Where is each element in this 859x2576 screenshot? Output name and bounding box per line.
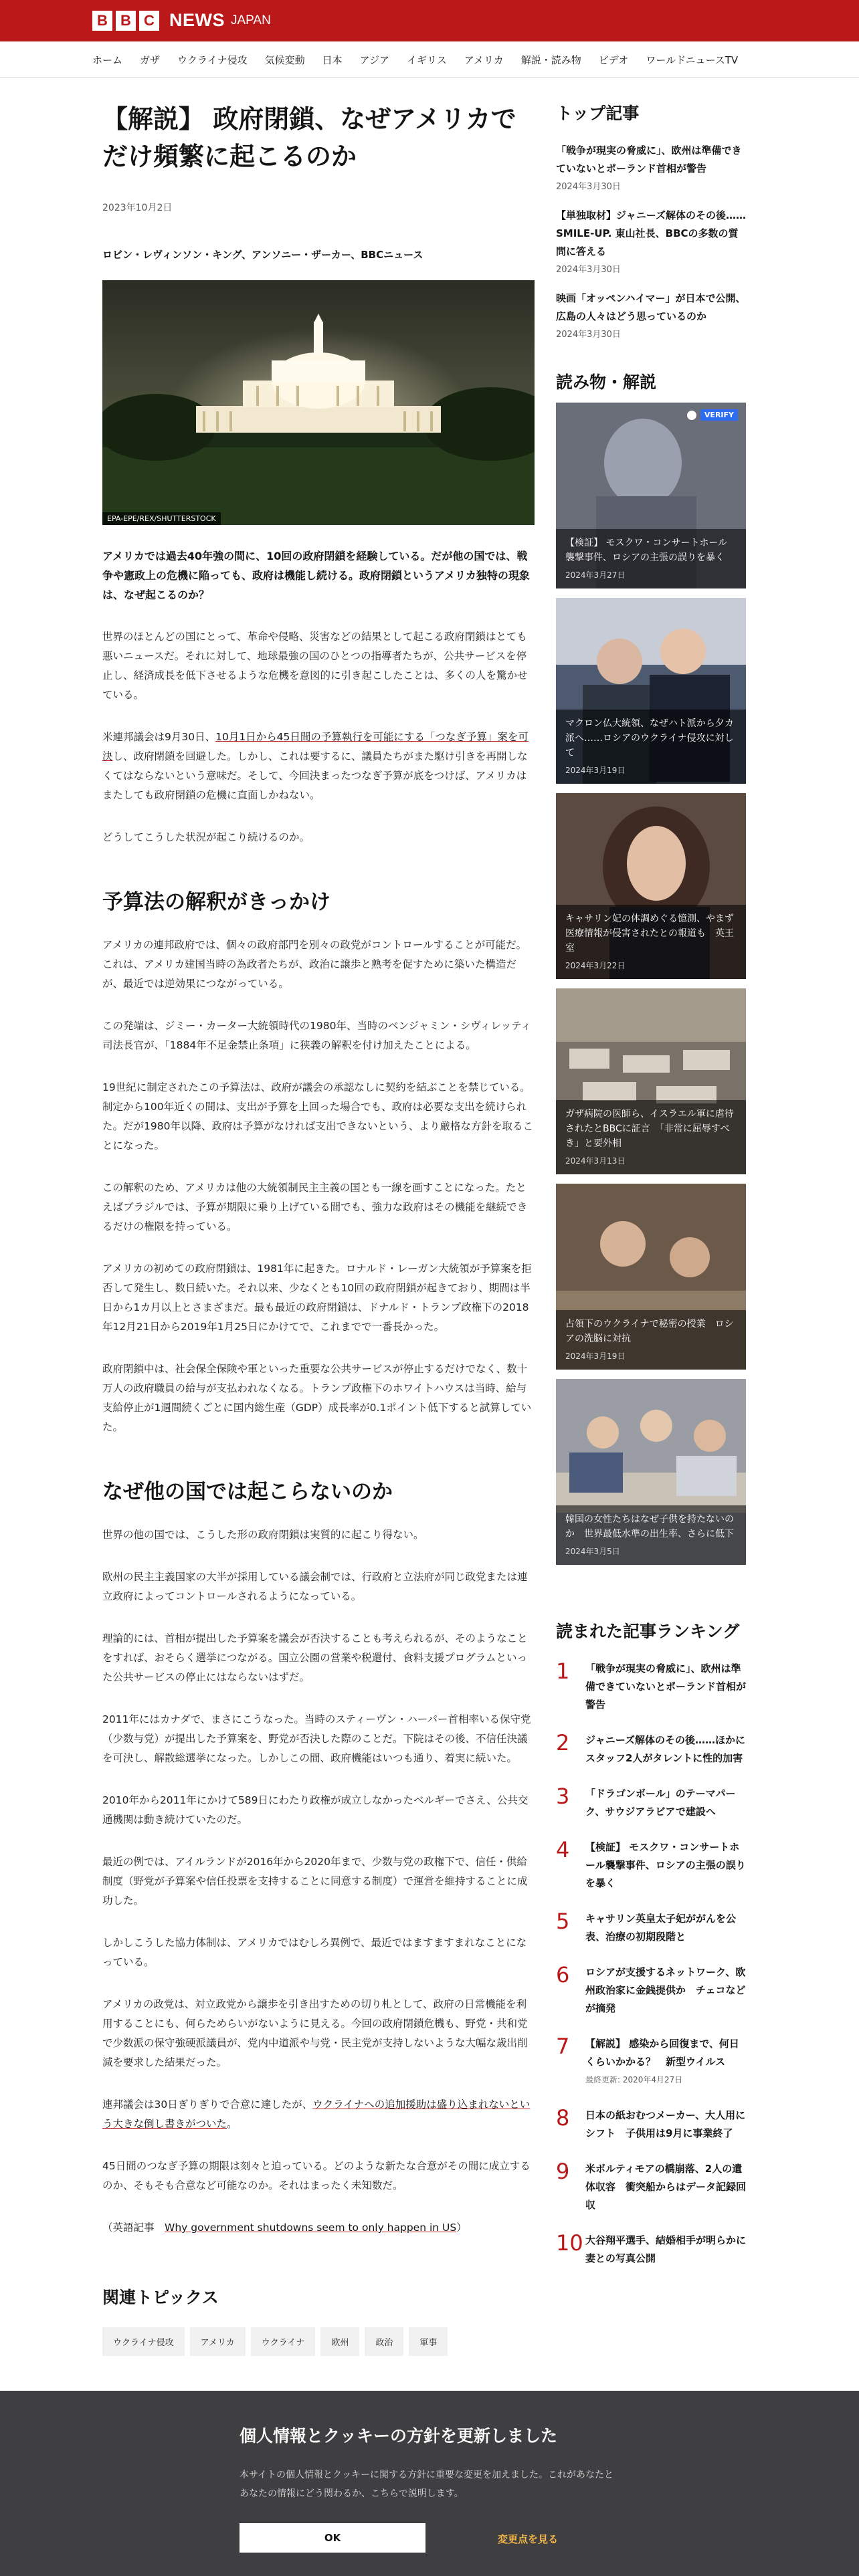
paragraph: 世界のほとんどの国にとって、革命や侵略、災害などの結果として起こる政府閉鎖はとても悪いニュースだ。それに対して、地球最強の国のひとつの指導者たちが、公共サービスを停止し、経済成長を低下させるような危機を意図的に引き起こしたことは、多くの人を驚かせている。 [102,631,528,701]
paragraph-text: し、政府閉鎖を回避した。しかし、これは要するに、議員たちがまた駆け引きを再開しなくてはならないという意味だ。そして、今回決まったつなぎ予算が底をつけば、アメリカはまたしても政府閉鎖の危機に直面しかねない。 [102,750,528,801]
nav-item[interactable]: ガザ [140,53,161,66]
feature-caption [556,905,746,979]
feature-title: 占領下のウクライナで秘密の授業 ロシアの洗脳に対抗 [565,1319,734,1344]
ranking-item[interactable] [556,2035,746,2089]
ranking-title: ジャニーズ解体のその後……ほかにスタッフ2人がタレントに性的加害 [585,1734,745,1764]
feature-card[interactable] [556,988,746,1174]
capitol-illustration [102,280,535,525]
topic-tag[interactable]: ウクライナ侵攻 [102,2327,185,2356]
paragraph: しかしこうした協力体制は、アメリカではむしろ異例で、最近ではますますまれなことになっている。 [102,1937,527,1968]
ranking-title: 大谷翔平選手、結婚相手が明らかに 妻との写真公開 [585,2234,757,2264]
feature-title: キャサリン妃の体調めぐる憶測、やまず 医療情報が侵害されたとの報道も 英王室 [565,914,743,954]
inline-link[interactable]: 10月1日から45日間の予算執行を可能にする「つなぎ予算」案を可決 [102,731,529,762]
feature-card[interactable] [556,598,746,784]
paragraph [102,728,535,805]
nav-item[interactable]: ビデオ [598,53,629,66]
ranking-updated: 最終更新: 2020年4月27日 [585,2075,683,2084]
ranking-item[interactable] [556,1785,746,1821]
cookie-ok-button[interactable]: OK [240,2523,425,2553]
ranking-item[interactable] [556,2160,746,2214]
top-story-date: 2024年3月30日 [556,330,621,340]
paragraph: 2010年から2011年にかけて589日にわたり政権が成立しなかったベルギーでさえ、公共交通機関は動き続けていたのだ。 [102,1794,529,1826]
feature-title: 韓国の女性たちはなぜ子供を持たないのか 世界最低水準の出生率、さらに低下 [565,1514,734,1539]
feature-caption [556,710,746,784]
feature-title: マクロン仏大統領、なぜハト派から夕カ派へ……ロシアのウクライナ侵攻に対して [565,718,734,758]
top-story-date: 2024年3月30日 [556,182,621,192]
ranking-number: 3 [556,1784,570,1809]
feature-caption [556,1505,746,1565]
feature-card[interactable] [556,1184,746,1370]
ranking-item[interactable] [556,1910,746,1946]
ranking-title: キャサリン英皇太子妃ががんを公表、治療の初期段階と [585,1913,737,1943]
image-credit: EPA-EPE/REX/SHUTTERSTOCK [102,512,221,525]
ranking-number: 1 [556,1658,570,1684]
article-byline: ロビン・レヴィンソン・キング、アンソニー・ザーカー、BBCニュース [102,249,423,261]
most-read-list [556,1658,757,2268]
ranking-title: ロシアが支援するネットワーク、欧州政治家に金銭提供か チェコなどが摘発 [585,1966,746,2014]
ranking-number: 7 [556,2034,570,2059]
related-topics-heading: 関連トピックス [102,2288,219,2307]
feature-card[interactable] [556,403,746,588]
topic-tag[interactable]: ウクライナ [251,2327,316,2356]
nav-item[interactable]: ワールドニュースTV [646,53,739,66]
paragraph: この発端は、ジミー・カーター大統領時代の1980年、当時のベンジャミン・シヴィレッティ司法長官が、「1884年不足金禁止条項」に狭義の解釈を付け加えたことによる。 [102,1020,531,1051]
ranking-item[interactable] [556,1838,746,1893]
feature-date: 2024年3月19日 [565,1352,626,1361]
feature-caption [556,1310,746,1370]
bbc-news-japan-logo[interactable] [92,10,271,31]
logo-letter: B [92,11,112,31]
feature-caption [556,1100,746,1174]
source-suffix: ） [456,2222,467,2234]
top-stories-list [556,142,746,340]
section-heading: 予算法の解釈がきっかけ [102,890,330,914]
ranking-title: 日本の紙おむつメーカー、大人用にシフト 子供用は9月に事業終了 [585,2109,746,2139]
sidebar [556,100,757,2268]
topic-tag[interactable]: 欧州 [320,2327,359,2356]
paragraph: この解釈のため、アメリカは他の大統領制民主主義の国とも一線を画すことになった。たとえばブラジルでは、予算が期限に乗り上げている間でも、強力な政府はその機能を継続できるだけの権限を持っている。 [102,1182,528,1232]
feature-date: 2024年3月5日 [565,1547,620,1556]
ranking-title: 【検証】 モスクワ・コンサートホール襲撃事件、ロシアの主張の誤りを暴く [585,1841,746,1889]
paragraph: 19世紀に制定されたこの予算法は、政府が議会の承認なしに契約を結ぶことを禁じている。制定から100年近くの間は、支出が予算を上回った場合でも、政府は必要な支出を続けられた。だが1980年以降、政府は予算がなければ支出できないという、より厳格な方針を取ることになった。 [102,1081,533,1152]
paragraph: 世界の他の国では、こうした形の政府閉鎖は実質的に起こり得ない。 [102,1529,424,1541]
nav-item[interactable]: ホーム [92,53,123,66]
inline-link[interactable]: ウクライナへの追加援助は盛り込まれないという大きな倒し書きがついた [102,2099,531,2130]
ranking-item[interactable] [556,2230,757,2268]
ranking-item[interactable] [556,1731,746,1767]
feature-card[interactable] [556,1379,746,1565]
cookie-see-changes-link[interactable]: 変更点を見る [498,2533,559,2545]
logo-letter: B [116,11,136,31]
top-story[interactable] [556,207,746,275]
cookie-banner [0,2391,859,2576]
top-story-title: 「戦争が現実の脅威に」、欧州は準備できていないとポーランド首相が警告 [556,144,742,175]
capitol-night-image [102,280,535,525]
logo-news-text: NEWS [169,10,225,30]
topic-tag[interactable]: 軍事 [409,2327,448,2356]
paragraph: アメリカの連邦政府では、個々の政府部門を別々の政党がコントロールすることが可能だ。これは、アメリカ建国当時の為政者たちが、政治に譲歩と熟考を促すために築いた構造だが、最近では逆効果につながっている。 [102,939,527,990]
feature-date: 2024年3月27日 [565,570,626,580]
cookie-body: 本サイトの個人情報とクッキーに関する方針に重要な変更を加えました。これがあなたとあなたの情報にどう関わるか、こちらで説明します。 [240,2470,614,2499]
masthead [0,0,859,41]
ranking-number: 5 [556,1909,570,1934]
features-list [556,403,746,1565]
paragraph-text: 連邦議会は30日ぎりぎりで合意に達したが、 [102,2099,313,2111]
nav-item[interactable]: 気候変動 [264,53,305,66]
paragraph: アメリカの政党は、対立政党から譲歩を引き出すための切り札として、政府の日常機能を利用することにも、何らためらいがないように見える。今回の政府閉鎖危機も、野党・共和党で少数派の保守強硬派議員が、党内中道派や与党・民主党が支持しないような大幅な歳出削減を要求した結果だった。 [102,1998,528,2068]
verify-icon [687,411,696,420]
most-read-heading: 読まれた記事ランキング [556,1622,740,1641]
nav-item[interactable]: 解説・読み物 [520,53,581,66]
paragraph: 欧州の民主主義国家の大半が採用している議会制では、行政府と立法府が同じ政党または連立政府によってコントロールされるようになっている。 [102,1571,528,1602]
section-heading: なぜ他の国では起こらないのか [102,1480,393,1504]
article-date: 2023年10月2日 [102,203,173,213]
paragraph: 最近の例では、アイルランドが2016年から2020年まで、少数与党の政権下で、信任・供給制度（野党が予算案や信任投票を支持することに同意する制度）で運営を維持することに成功した。 [102,1856,528,1907]
nav-item[interactable]: ウクライナ侵攻 [177,53,248,66]
ranking-number: 8 [556,2105,570,2131]
english-article-link[interactable]: Why government shutdowns seem to only happen in US [165,2222,457,2234]
article-lede: アメリカでは過去40年強の間に、10回の政府閉鎖を経験している。だが他の国では、戦争や憲政上の危機に陥っても、政府は機能し続ける。政府閉鎖というアメリカ独特の現象は、なぜ起こるのか？ [102,550,530,601]
logo-edition-text: JAPAN [231,13,271,27]
top-stories-heading: トップ記事 [556,104,640,123]
ranking-item[interactable] [556,2107,746,2143]
feature-card[interactable] [556,793,746,979]
feature-caption [556,529,746,588]
ranking-number: 6 [556,1962,570,1988]
nav-item[interactable]: 日本 [322,53,343,66]
feature-title: ガザ病院の医師ら、イスラエル軍に虐待されたとBBCに証言 「非常に屈辱すべき」と要外相 [565,1109,734,1149]
features-heading: 読み物・解説 [556,372,657,392]
cookie-title: 個人情報とクッキーの方針を更新しました [240,2426,558,2446]
paragraph: どうしてこうした状況が起こり続けるのか。 [102,831,310,843]
main-navigation [0,41,859,78]
ranking-title: 米ボルティモアの橋崩落、2人の遺体収容 衝突船からはデータ記録回収 [585,2163,747,2211]
topic-tag[interactable]: アメリカ [190,2327,246,2356]
paragraph-text: 米連邦議会は9月30日、 [102,731,216,743]
source-prefix: （英語記事 [102,2222,165,2234]
ranking-item[interactable] [556,1963,746,2018]
verify-label: VERIFY [700,409,738,421]
feature-title: 【検証】 モスクワ・コンサートホール襲撃事件、ロシアの主張の誤りを暴く [565,538,728,563]
ranking-number: 2 [556,1730,570,1755]
ranking-item[interactable] [556,1660,746,1714]
nav-item[interactable]: アメリカ [464,53,504,66]
top-story[interactable] [556,290,746,340]
top-story-title: 【単独取材】ジャニーズ解体のその後……SMILE-UP. 東山社長、BBCの多数の質問に答える [556,209,746,257]
ranking-number: 4 [556,1837,570,1862]
top-story-title: 映画「オッペンハイマー」が日本で公開、広島の人々はどう思っているのか [556,292,746,322]
nav-item[interactable]: イギリス [407,53,447,66]
bbc-verify-badge [687,409,738,421]
ranking-number: 9 [556,2159,570,2184]
feature-date: 2024年3月22日 [565,961,626,970]
paragraph: 45日間のつなぎ予算の期限は刻々と迫っている。どのような新たな合意がその間に成立するのか、そもそも合意など可能なのか。それはまったく未知数だ。 [102,2160,531,2191]
topic-tag[interactable]: 政治 [365,2327,403,2356]
paragraph-text: 。 [227,2118,237,2130]
feature-date: 2024年3月19日 [565,766,626,775]
paragraph: アメリカの初めての政府閉鎖は、1981年に起きた。ロナルド・レーガン大統領が予算案を拒否して発生し、数日続いた。それ以来、少なくとも10回の政府閉鎖が起きており、期間は半日から1カ月以上とさまざまだ。最も最近の政府閉鎖は、ドナルド・トランプ政権下の2018年12月21日から2019年1月25日にかけてで、これまでで一番長かった。 [102,1263,532,1333]
source-note [102,2218,535,2238]
topic-tags [102,2327,535,2356]
logo-letter: C [139,11,159,31]
nav-item[interactable]: アジア [359,53,390,66]
ranking-number: 10 [556,2230,583,2256]
ranking-title: 【解説】 感染から回復まで、何日くらいかかる？ 新型ウイルス [585,2038,739,2068]
article-headline: 【解説】 政府閉鎖、なぜアメリカでだけ頻繁に起こるのか [102,104,516,171]
paragraph: 2011年にはカナダで、まさにこうなった。当時のスティーヴン・ハーパー首相率いる保守党（少数与党）が提出した予算案を、野党が否決した際のことだ。下院はその後、不信任決議を可決し、解散総選挙になった。しかしこの間、政府機能はいつも通り、着実に続いた。 [102,1713,531,1764]
feature-date: 2024年3月13日 [565,1156,626,1166]
paragraph [102,2095,535,2134]
ranking-title: 「ドラゴンボール」のテーマパーク、サウジアラビアで建設へ [585,1788,736,1818]
top-story-date: 2024年3月30日 [556,265,621,275]
top-story[interactable] [556,142,746,192]
ranking-title: 「戦争が現実の脅威に」、欧州は準備できていないとポーランド首相が警告 [585,1662,747,1711]
article-body [102,100,535,2554]
paragraph: 理論的には、首相が提出した予算案を議会が否決することも考えられるが、そのようなことをすれば、おそらく選挙につながる。国立公園の営業や税還付、食料支援プログラムといった公共サービスの停止にはならないはずだ。 [102,1632,528,1683]
paragraph: 政府閉鎖中は、社会保全保険や軍といった重要な公共サービスが停止するだけでなく、数十万人の政府職員の給与が支払われなくなる。トランプ政権下のホワイトハウスは当時、給与支給停止が1週間続くごとに国内総生産（GDP）成長率が0.1ポイント低下すると試算していた。 [102,1363,532,1433]
